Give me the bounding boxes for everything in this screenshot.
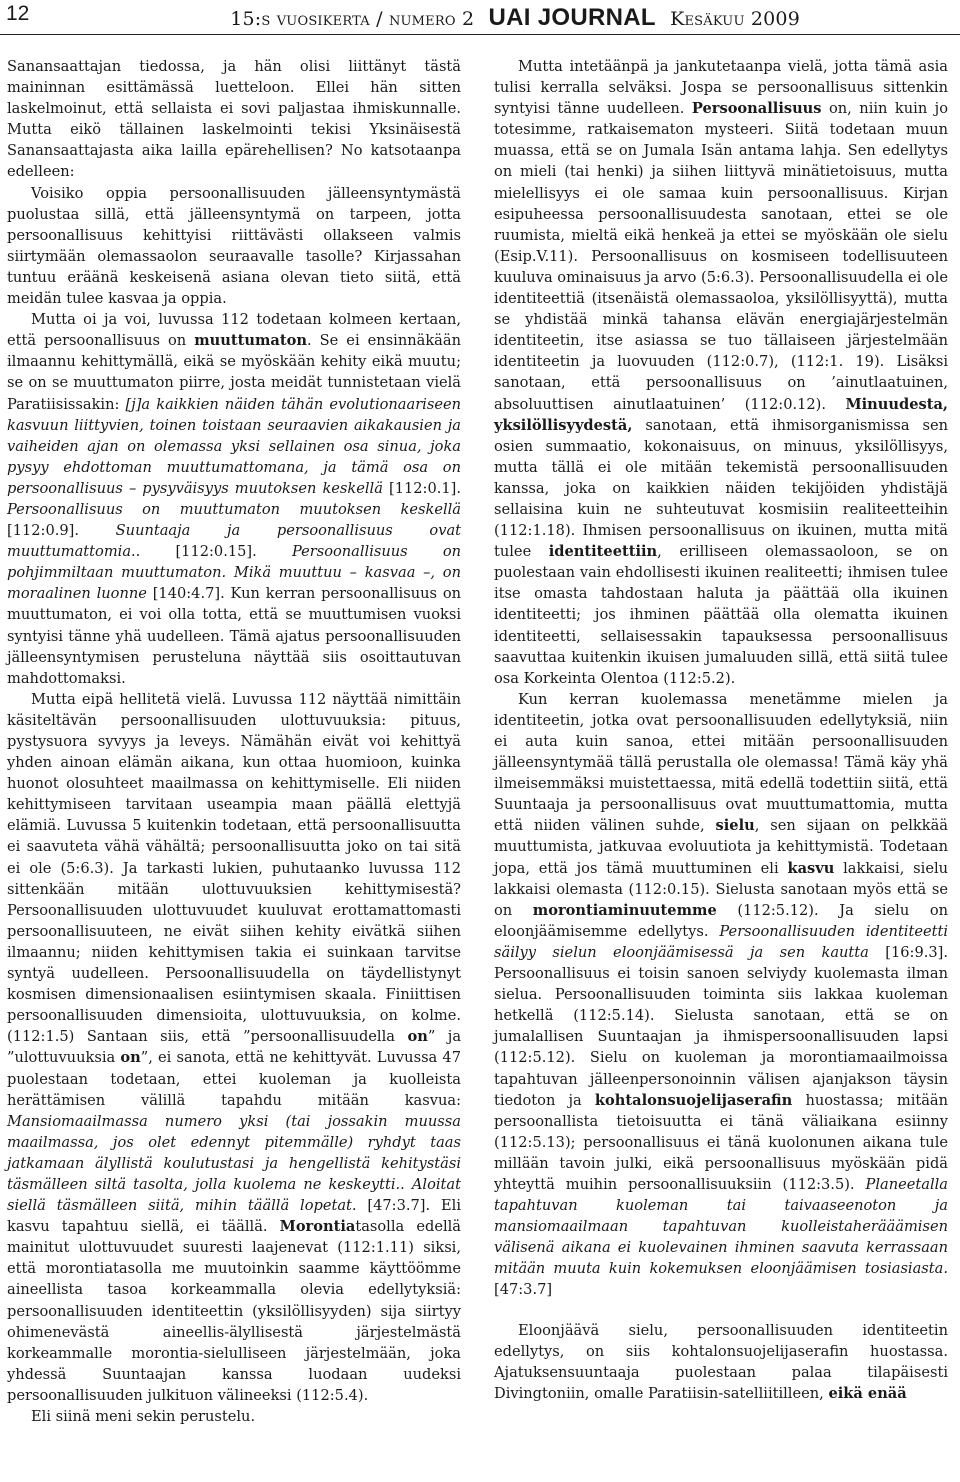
citation: [112:0.1]. — [389, 479, 462, 497]
citation: . [112:0.15]. — [135, 543, 257, 561]
text-run: ”, ei sanota, että ne kehittyvät. Luvussa 47 puolestaan todetaan, ettei kuoleman ja kuolleista herättämisen välillä tapahdu mitään kasvua: — [7, 1049, 462, 1109]
left-column — [7, 56, 461, 1427]
citation: [16:9.3]. Persoonallisuus ei toisin sanoen selviydy kuolemasta ilman sielua. Persoonallisuuden toiminta siis lakkaa kuoleman hetkellä (112:5.14). Sielusta sanotaan, että se on jumalallisen Suuntaajan ja ihmispersoonallisuuden lapsi (112:5.12). Sielu on kuoleman ja morontiamaailmoissa tapahtuvan jälleenpersonoinnin välisen ajanjakson täysin tiedoton ja — [494, 943, 949, 1109]
text-run: sanotaan, että ihmisorganismissa sen osien summaatio, kokonaisuus, on minuus, yksilöllisyys, mutta tällä ei ole mitään tekemistä persoonallisuuden kanssa, joka on kaikkien näiden tekijöiden yhdistäjä sellaisina kuin ne suhteutuvat kosmisiin realiteetteihin (112:1.18). Ihmisen persoonallisuus on ikuinen, mutta mitä tulee — [494, 416, 949, 561]
paragraph — [7, 309, 461, 689]
right-column — [494, 56, 948, 1404]
bold-term: kasvu — [787, 859, 835, 877]
text-run: [47:3.7]. Eli kasvu tapahtuu siellä, ei täällä. — [7, 1197, 461, 1236]
text-run: [140:4.7]. Kun kerran persoonallisuus on muuttumaton, ei voi olla totta, että se muuttumisen vuoksi syntyisi tänne yhä uudelleen. Tämä ajatus persoonallisuuden jälleensyntymisen perusteluna näyttää siis osoittautuvan mahdottomaksi. — [7, 585, 462, 687]
quotation: Persoonallisuuden identiteetti säilyy sielun eloonjäämisessä ja sen kautta — [494, 922, 949, 961]
text-run: Eloonjäävä sielu, persoonallisuuden identiteetin edellytys, on siis kohtalonsuojelijaserafin huostassa. Ajatuksensuuntaaja puolestaan palaa tilapäisesti Divingtoniin, omalle Paratiisin-satelliitilleen, — [494, 1321, 948, 1402]
paragraph: Sanansaattajan tiedossa, ja hän olisi liittänyt tästä maininnan esittämässä luetteloon. Ellei hän sitten laskelmoinut, että sellaista ei sovi paljastaa ihmiskunnalle. Mutta eikö tällainen laskelmointi tekisi Yksinäisestä Sanansaattajasta aika lailla epärehellisen? No katsotaanpa edelleen: — [7, 58, 461, 181]
text-run: (112:5.12). Ja sielu on eloonjäämisemme edellytys. — [494, 901, 948, 940]
bold-term: muuttumaton — [194, 332, 307, 350]
text-run: Mutta eipä hellitetä vielä. Luvussa 112 näyttää nimittäin käsiteltävän persoonallisuuden ulottuvuuksia: pituus, pystysuora syvyys ja leveys. Nämähän eivät voi kehittyä yhden ainoan elämän aikana, kun ottaa huomioon, kuinka huonot olosuhteet maailmassa on kehittymiselle. Eli niiden kehittymiseen tarvitaan useampia maan päällä elettyjä elämiä. Luvussa 5 kuitenkin todetaan, että persoonallisuutta ei saavuteta vähä vähältä; persoonallisuutta joko on tai sitä ei ole (5:6.3). Ja tarkasti lukien, puhutaanko luvussa 112 sittenkään mitään ulottuvuuksien kehittymisestä? Persoonallisuuden ulottuvuudet kuuluvat erottamattomasti persoonallisuuteen, ne eivät siihen kehity eivätkä siihen ilmaannu; niiden kehittymisen takia ei suinkaan tarvitse syntyä uudelleen. Persoonallisuudella on täydellistynyt kosmisen dimensionaalisen esiintymisen skaala. Finiittisen persoonallisuuden dimensioita, ulottuvuuksia, on kolme. (112:1.5) Santaan siis, että ”persoonallisuudella — [7, 690, 461, 1046]
quotation: Persoonallisuus on pohjimmiltaan muuttumaton. Mikä muuttuu – kasvaa –, on moraalinen luonne — [7, 543, 461, 603]
bold-term: on — [120, 1049, 141, 1067]
running-head — [230, 4, 800, 32]
paragraph-gap — [494, 1301, 948, 1320]
bold-term: sielu — [715, 817, 755, 835]
quotation: Suuntaaja ja persoonallisuus ovat muuttumattomia. — [7, 522, 462, 561]
bold-term: Persoonallisuus — [691, 100, 822, 118]
text-run: . Se ei ensinnäkään ilmaannu kehittymällä, eikä se myöskään kehity eikä muutu; se on se muuttumaton piirre, josta meidät tunnistetaan vielä Paratiisissakin: — [7, 332, 461, 413]
quotation: Planeetalla tapahtuvan kuoleman tai taivaaseenoton ja mansiomaailmaan tapahtuvan kuolleistaherääämisen välisenä aikana ei kuolevainen ihminen saavuta kerrassaan mitään muuta kuin kokemuksen eloonjäämisen tosiasiasta. — [494, 1175, 948, 1278]
text-run: huostassa; mitään persoonallista tietoisuutta ei tänä väliaikana esiinny (112:5.13); persoonallisuus ei tänä kuolonunen aikana tule millään tavoin julki, eikä persoonallisuus myöskään pidä yhteyttä muihin persoonallisuuksiin (112:3.5). — [494, 1091, 949, 1193]
bold-term: Minuudesta, yksilöllisyydestä, — [494, 395, 948, 434]
issue-label: 15:s vuosikerta / numero 2 — [230, 8, 475, 30]
journal-title: UAI JOURNAL — [488, 4, 656, 31]
text-run: ” ja ”ulottuvuuksia — [7, 1028, 462, 1067]
text-run: Kun kerran kuolemassa menetämme mielen ja identiteetin, jotka ovat persoonallisuuden edellytyksiä, niin ei auta kuin sanoa, ettei mitään persoonallisuuden jälleensyntymää tällä perustalla ole olemassa! Tämä käy yhä ilmeisemmäksi muistettaessa, mitä edellä todettiin siitä, että Suuntaaja ja persoonallisuus ovat muuttumattomia, mutta että niiden välinen suhde, — [494, 690, 948, 835]
citation: [47:3.7] — [494, 1281, 553, 1299]
text-run: on, niin kuin jo totesimme, ratkaisematon mysteeri. Siitä todetaan muun muassa, että se on Jumala Isän antama lahja. Sen edellytys on mieli (tai henki) ja siihen liittyvä minätietoisuus, mutta mielellisyys ei ole samaa kuin persoonallisuus. Kirjan esipuheessa persoonallisuudesta sanotaan, ettei se ole ruumista, mieltä eikä henkeä ja ettei se myöskään ole sielu (Esip.V.11). Persoonallisuus on kosmiseen todellisuuteen kuuluva ominaisuus ja arvo (5:6.3). Persoonallisuudella ei ole identiteettiä (itsenäistä olemassaoloa, yksilöllisyyttä), mutta se yhdistää minkä tahansa elävän energiajärjestelmän identiteetin, itse asiassa se tuo tällaiseen järjestelmään identiteetin ja luovuuden (112:0.7), (112:1. 19). Lisäksi sanotaan, että persoonallisuus on ’ainutlaatuinen, absoluuttisen ainutlaatuinen’ (112:0.12). — [494, 100, 948, 413]
bold-term: eikä enää — [828, 1384, 907, 1402]
bold-term: Morontia — [279, 1218, 356, 1236]
bold-term: on — [407, 1028, 428, 1046]
page-header — [0, 0, 960, 35]
bold-term: kohtalonsuojelijaserafin — [594, 1091, 793, 1109]
text-run: tasolla edellä mainitut ulottuvuudet suuresti laajenevat (112:1.11) siksi, että morontiatasolla me muutoinkin saamme käyttöömme aineellista tasoa korkeammalla olevia edellytyksiä: persoonallisuuden identiteettin (yksilöllisyyden) sija siirtyy ohimenevästä aineellis-älyllisestä järjestelmästä korkeammalle morontia-sielulliseen järjestelmään, joka yhdessä Suuntaajan kanssa luodaan uudeksi persoonallisuuden julkituon välineeksi (112:5.4). — [7, 1218, 461, 1404]
paragraph — [7, 689, 461, 1406]
paragraph: Eli siinä meni sekin perustelu. — [31, 1408, 256, 1425]
citation: [112:0.9]. — [7, 522, 80, 540]
paragraph — [494, 1320, 948, 1404]
quotation: [j]a kaikkien näiden tähän evolutionaariseen kasvuun liittyvien, toinen toistaan seuraavien aikakausien ja vaiheiden ajan on olemassa yksi sellainen osa sinua, joka pysyy ehdottoman muuttumattomana, ja tämä osa on persoonallisuus – pysyväisyys muutoksen keskellä — [7, 395, 462, 497]
issue-date: Kesäkuu 2009 — [670, 8, 800, 30]
bold-term: identiteettiin — [548, 543, 658, 561]
bold-term: morontiaminuutemme — [532, 901, 717, 919]
text-run: lakkaisi, sielu lakkaisi olemasta (112:0.15). Sielusta sanotaan myös että se on — [494, 859, 949, 919]
paragraph: Voisiko oppia persoonallisuuden jälleensyntymästä puolustaa sillä, että jälleensyntymä on tarpeen, jotta persoonallisuus kehittyisi riittävästi ollakseen valmis siirtymään olemassaolon seuraavalle tasolle? Kirjassahan tuntuu eräänä keskeisenä asiana olevan tieto siitä, että meidän tulee kasvaa ja oppia. — [7, 184, 461, 308]
paragraph — [494, 689, 948, 1301]
text-run: Mutta oi ja voi, luvussa 112 todetaan kolmeen kertaan, että persoonallisuus on — [7, 311, 461, 350]
quotation: . Aloitat siellä täsmälleen siitä, mihin täällä lopetat. — [7, 1175, 461, 1215]
page-number: 12 — [6, 2, 30, 25]
text-run: , erilliseen olemassaoloon, se on puolestaan vain ehdollisesti ikuinen realiteetti; ihmisen tulee itse omasta tahdostaan haluta ja päättää olla ikuinen identiteetti; jos ihminen päättää olla olematta ikuinen identiteetti, sellaisessakin tapauksessa persoonallisuus saavuttaa kuitenkin ikuisen jumaluuden sillä, että siitä tulee osa Korkeinta Olentoa (112:5.2). — [494, 543, 949, 687]
quotation: Mansiomaailmassa numero yksi (tai jossakin muussa maailmassa, jos olet edennyt pitemmälle) ryhdyt taas jatkamaan älyllistä koulutustasi ja hengellistä kehitystäsi täsmälleen siltä tasolta, jolla kuolema ne keskeytti. — [7, 1112, 461, 1193]
quotation: Persoonallisuus on muuttumaton muutoksen keskellä — [7, 500, 461, 518]
text-run: Mutta intetäänpä ja jankutetaanpa vielä, jotta tämä asia tulisi kerralla selväksi. Jospa se persoonallisuus sittenkin syntyisi tänne uudelleen. — [494, 58, 948, 118]
paragraph — [494, 56, 948, 689]
text-run: , sen sijaan on pelkkää muuttumista, jatkuvaa evoluutiota ja kehittymistä. Todetaan jopa, että jos tämä muuttuminen eli — [494, 817, 949, 877]
